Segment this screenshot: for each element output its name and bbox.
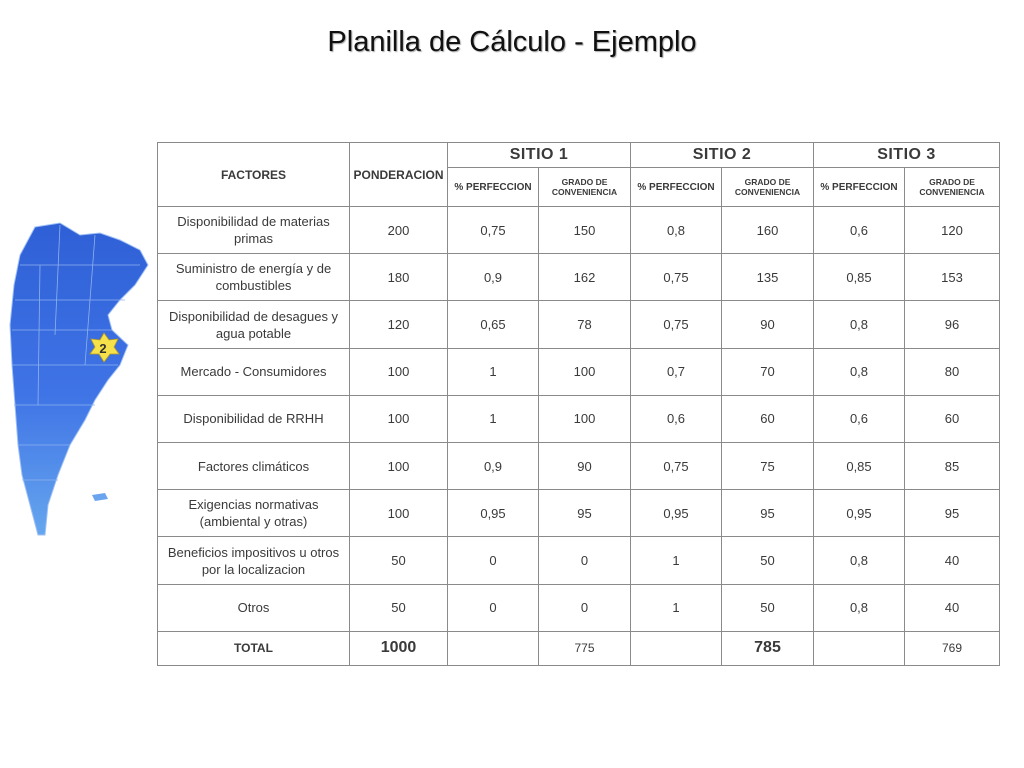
sitio1-perfeccion-cell: 0,9 <box>448 443 539 490</box>
table-row <box>158 348 1000 395</box>
table-row <box>158 254 1000 301</box>
sitio1-perfeccion-cell: 0 <box>448 584 539 631</box>
sitio2-grado-cell: 60 <box>722 395 814 442</box>
ponderacion-cell: 100 <box>350 490 448 537</box>
subheader-grado: GRADO DE CONVENIENCIA <box>722 168 814 207</box>
sitio3-grado-cell: 60 <box>905 395 1000 442</box>
sitio1-grado-cell: 0 <box>539 537 631 584</box>
subheader-grado: GRADO DE CONVENIENCIA <box>905 168 1000 207</box>
sitio3-perfeccion-cell: 0,6 <box>814 207 905 254</box>
sitio1-grado-cell: 78 <box>539 301 631 348</box>
table-row <box>158 490 1000 537</box>
factor-cell: Mercado - Consumidores <box>158 348 350 395</box>
sitio3-perfeccion-cell: 0,8 <box>814 301 905 348</box>
sitio2-perfeccion-cell: 0,95 <box>631 490 722 537</box>
total-label: TOTAL <box>158 631 350 665</box>
sitio1-perfeccion-cell: 0,65 <box>448 301 539 348</box>
sitio3-perfeccion-cell: 0,8 <box>814 348 905 395</box>
sitio2-perfeccion-cell: 0,75 <box>631 443 722 490</box>
sitio2-perfeccion-cell: 0,7 <box>631 348 722 395</box>
header-factores: FACTORES <box>158 143 350 207</box>
sitio2-perfeccion-cell: 0,8 <box>631 207 722 254</box>
header-sitio-2: SITIO 2 <box>631 143 814 168</box>
sitio2-grado-cell: 70 <box>722 348 814 395</box>
sitio3-grado-cell: 40 <box>905 584 1000 631</box>
empty-cell <box>448 631 539 665</box>
sitio3-grado-cell: 153 <box>905 254 1000 301</box>
sitio1-perfeccion-cell: 1 <box>448 348 539 395</box>
map-marker-label: 2 <box>99 341 107 356</box>
empty-cell <box>814 631 905 665</box>
table-row <box>158 584 1000 631</box>
sitio3-perfeccion-cell: 0,85 <box>814 443 905 490</box>
subheader-perfeccion: % PERFECCION <box>448 168 539 207</box>
total-sitio1: 775 <box>539 631 631 665</box>
sitio3-grado-cell: 120 <box>905 207 1000 254</box>
sitio3-grado-cell: 40 <box>905 537 1000 584</box>
sitio2-grado-cell: 95 <box>722 490 814 537</box>
sitio1-perfeccion-cell: 0,95 <box>448 490 539 537</box>
sitio1-grado-cell: 0 <box>539 584 631 631</box>
argentina-map <box>0 205 160 555</box>
factor-cell: Disponibilidad de RRHH <box>158 395 350 442</box>
factor-cell: Factores climáticos <box>158 443 350 490</box>
factor-cell: Disponibilidad de materias primas <box>158 207 350 254</box>
table-row <box>158 301 1000 348</box>
sitio2-grado-cell: 50 <box>722 537 814 584</box>
sitio1-grado-cell: 162 <box>539 254 631 301</box>
sitio2-perfeccion-cell: 0,75 <box>631 254 722 301</box>
ponderacion-cell: 50 <box>350 584 448 631</box>
ponderacion-cell: 180 <box>350 254 448 301</box>
sitio2-perfeccion-cell: 1 <box>631 584 722 631</box>
sitio1-perfeccion-cell: 1 <box>448 395 539 442</box>
sitio3-perfeccion-cell: 0,6 <box>814 395 905 442</box>
island-shape <box>92 493 108 501</box>
subheader-perfeccion: % PERFECCION <box>631 168 722 207</box>
sitio1-perfeccion-cell: 0,75 <box>448 207 539 254</box>
total-row <box>158 631 1000 665</box>
sitio3-grado-cell: 96 <box>905 301 1000 348</box>
sitio1-grado-cell: 150 <box>539 207 631 254</box>
sitio2-grado-cell: 160 <box>722 207 814 254</box>
sitio3-perfeccion-cell: 0,8 <box>814 584 905 631</box>
ponderacion-cell: 120 <box>350 301 448 348</box>
sitio1-perfeccion-cell: 0 <box>448 537 539 584</box>
page-title: Planilla de Cálculo - Ejemplo <box>327 26 697 58</box>
total-sitio2: 785 <box>722 631 814 665</box>
ponderacion-cell: 100 <box>350 395 448 442</box>
sitio2-grado-cell: 135 <box>722 254 814 301</box>
sitio1-grado-cell: 90 <box>539 443 631 490</box>
header-sitio-3: SITIO 3 <box>814 143 1000 168</box>
total-sitio3: 769 <box>905 631 1000 665</box>
sitio2-grado-cell: 90 <box>722 301 814 348</box>
sitio2-grado-cell: 75 <box>722 443 814 490</box>
sitio2-perfeccion-cell: 0,6 <box>631 395 722 442</box>
sitio3-perfeccion-cell: 0,8 <box>814 537 905 584</box>
sitio3-perfeccion-cell: 0,95 <box>814 490 905 537</box>
factors-table <box>157 142 1000 666</box>
subheader-perfeccion: % PERFECCION <box>814 168 905 207</box>
factor-cell: Otros <box>158 584 350 631</box>
sitio3-grado-cell: 85 <box>905 443 1000 490</box>
factor-cell: Beneficios impositivos u otros por la localizacion <box>158 537 350 584</box>
table-row <box>158 443 1000 490</box>
header-sitio-1: SITIO 1 <box>448 143 631 168</box>
empty-cell <box>631 631 722 665</box>
sitio1-grado-cell: 95 <box>539 490 631 537</box>
header-ponderacion: PONDERACION <box>350 143 448 207</box>
ponderacion-cell: 100 <box>350 443 448 490</box>
sitio1-perfeccion-cell: 0,9 <box>448 254 539 301</box>
sitio3-grado-cell: 80 <box>905 348 1000 395</box>
table-row <box>158 207 1000 254</box>
sitio1-grado-cell: 100 <box>539 348 631 395</box>
factor-cell: Exigencias normativas (ambiental y otras) <box>158 490 350 537</box>
table-row <box>158 537 1000 584</box>
map-region-shape <box>10 223 148 535</box>
factor-cell: Disponibilidad de desagues y agua potable <box>158 301 350 348</box>
sitio1-grado-cell: 100 <box>539 395 631 442</box>
ponderacion-cell: 200 <box>350 207 448 254</box>
factor-cell: Suministro de energía y de combustibles <box>158 254 350 301</box>
sitio3-perfeccion-cell: 0,85 <box>814 254 905 301</box>
sitio2-perfeccion-cell: 0,75 <box>631 301 722 348</box>
subheader-grado: GRADO DE CONVENIENCIA <box>539 168 631 207</box>
ponderacion-cell: 100 <box>350 348 448 395</box>
ponderacion-cell: 50 <box>350 537 448 584</box>
sitio2-grado-cell: 50 <box>722 584 814 631</box>
table-row <box>158 395 1000 442</box>
sitio3-grado-cell: 95 <box>905 490 1000 537</box>
sitio2-perfeccion-cell: 1 <box>631 537 722 584</box>
total-ponderacion: 1000 <box>350 631 448 665</box>
